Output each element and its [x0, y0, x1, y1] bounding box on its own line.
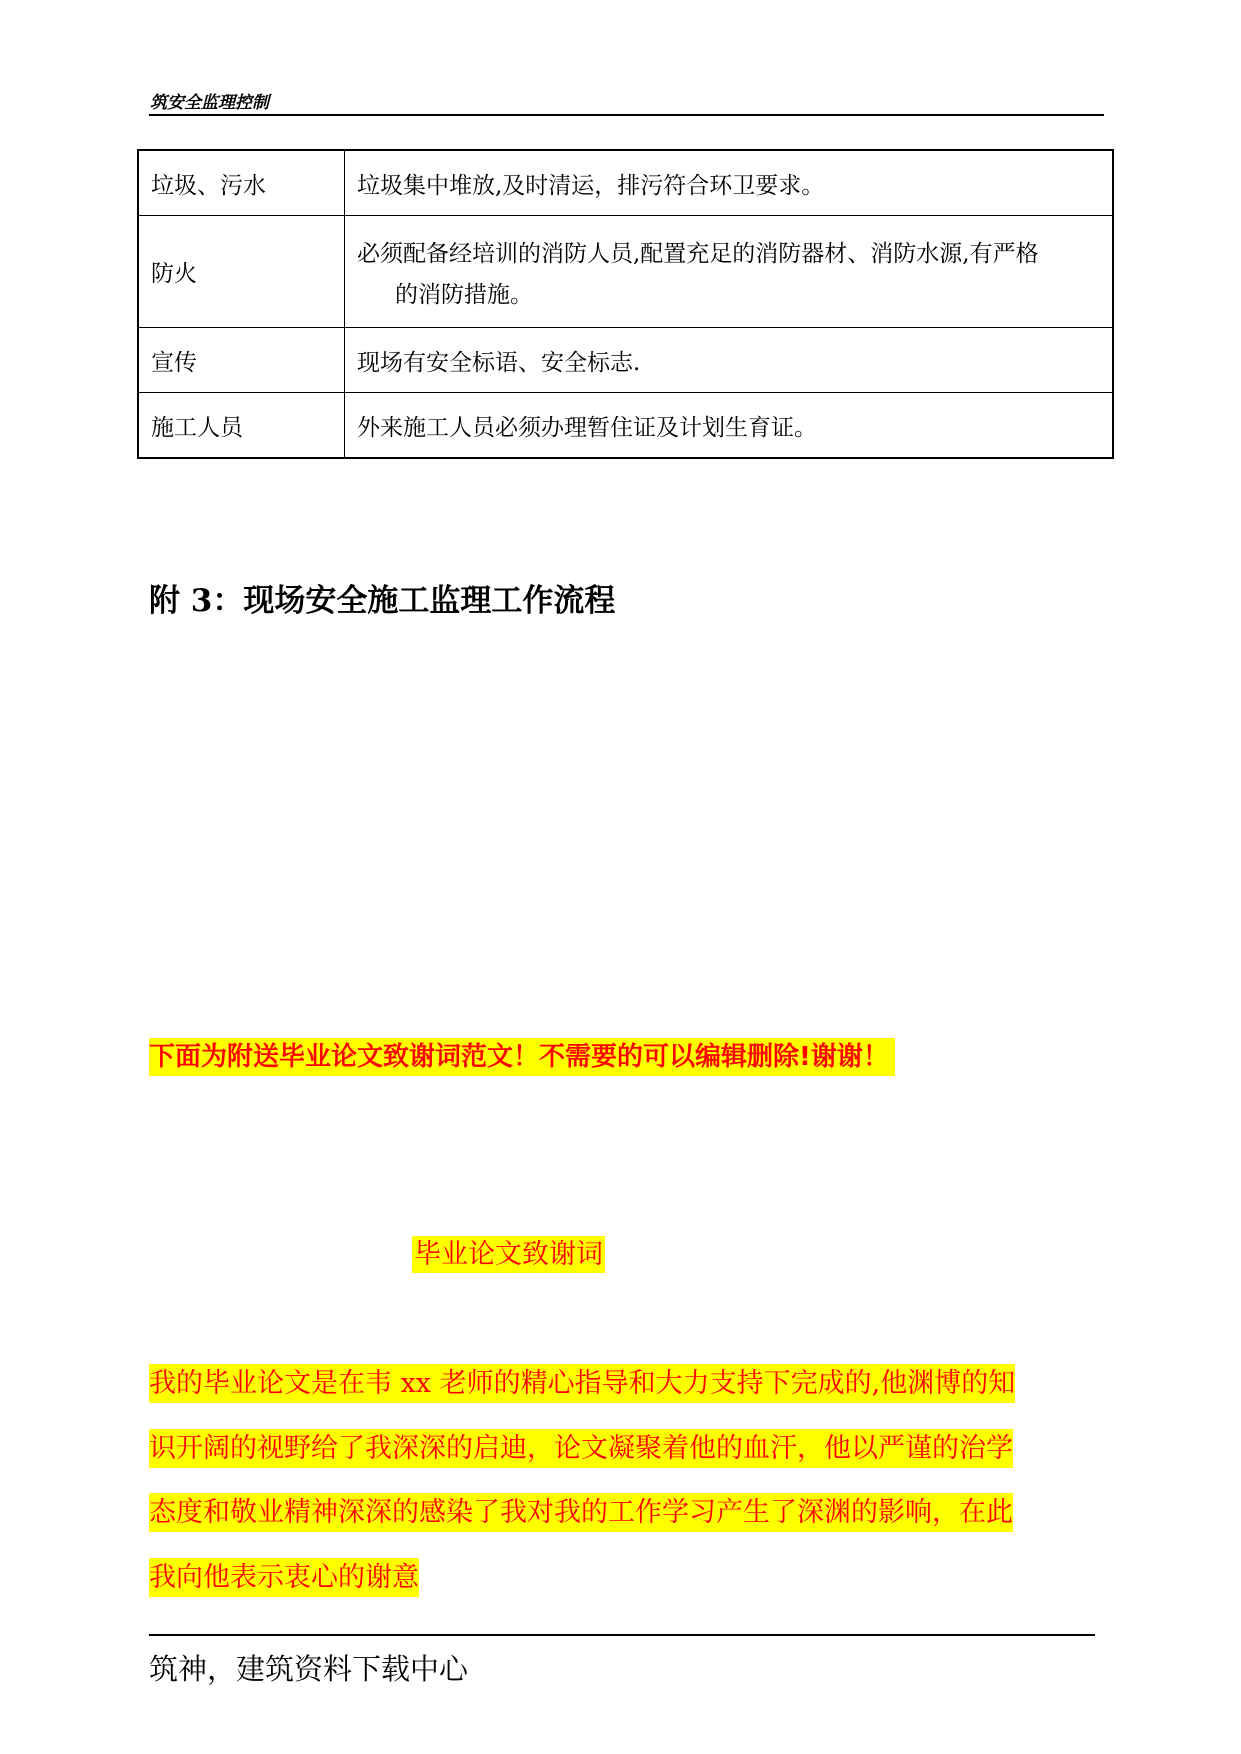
thanks-line	[149, 1417, 1104, 1482]
table-row	[138, 393, 1113, 459]
footer-divider	[149, 1634, 1095, 1636]
thanks-line	[149, 1546, 1104, 1611]
table-cell-value: 外来施工人员必须办理暂住证及计划生育证。	[345, 393, 1114, 459]
header-title: 筑安全监理控制	[150, 93, 269, 113]
requirements-table	[137, 149, 1114, 459]
thanks-title-highlight: 毕业论文致谢词	[412, 1236, 605, 1273]
header-divider	[149, 114, 1104, 116]
thanks-title	[412, 1232, 605, 1271]
table-row	[138, 150, 1113, 216]
table-cell-key: 宣传	[138, 328, 345, 393]
thanks-line-text: 我向他表示衷心的谢意	[149, 1558, 419, 1597]
thanks-line	[149, 1352, 1104, 1417]
table-row	[138, 328, 1113, 393]
appendix-heading: 附 3：现场安全施工监理工作流程	[149, 583, 616, 619]
table-cell-key: 垃圾、污水	[138, 150, 345, 216]
table-cell-value: 现场有安全标语、安全标志.	[345, 328, 1114, 393]
thanks-line-text: 识开阔的视野给了我深深的启迪，论文凝聚着他的血汗，他以严谨的治学	[149, 1429, 1013, 1468]
thanks-line-text: 我的毕业论文是在韦 xx 老师的精心指导和大力支持下完成的,他渊博的知	[149, 1364, 1015, 1403]
thanks-line	[149, 1481, 1104, 1546]
table-cell-key: 施工人员	[138, 393, 345, 459]
footer-text: 筑神，建筑资料下载中心	[149, 1652, 469, 1686]
table-cell-value: 垃圾集中堆放,及时清运，排污符合环卫要求。	[345, 150, 1114, 216]
table-cell-value-line: 必须配备经培训的消防人员,配置充足的消防器材、消防水源,有严格	[357, 240, 1039, 267]
table-cell-value	[345, 216, 1114, 328]
table-cell-key: 防火	[138, 216, 345, 328]
notice-highlight: 下面为附送毕业论文致谢词范文！不需要的可以编辑删除!谢谢！	[149, 1038, 895, 1076]
notice-text	[149, 1036, 895, 1073]
table-cell-value-line: 的消防措施。	[395, 281, 533, 308]
thanks-line-text: 态度和敬业精神深深的感染了我对我的工作学习产生了深渊的影响，在此	[149, 1493, 1013, 1532]
thanks-body	[149, 1352, 1104, 1610]
table-row	[138, 216, 1113, 328]
